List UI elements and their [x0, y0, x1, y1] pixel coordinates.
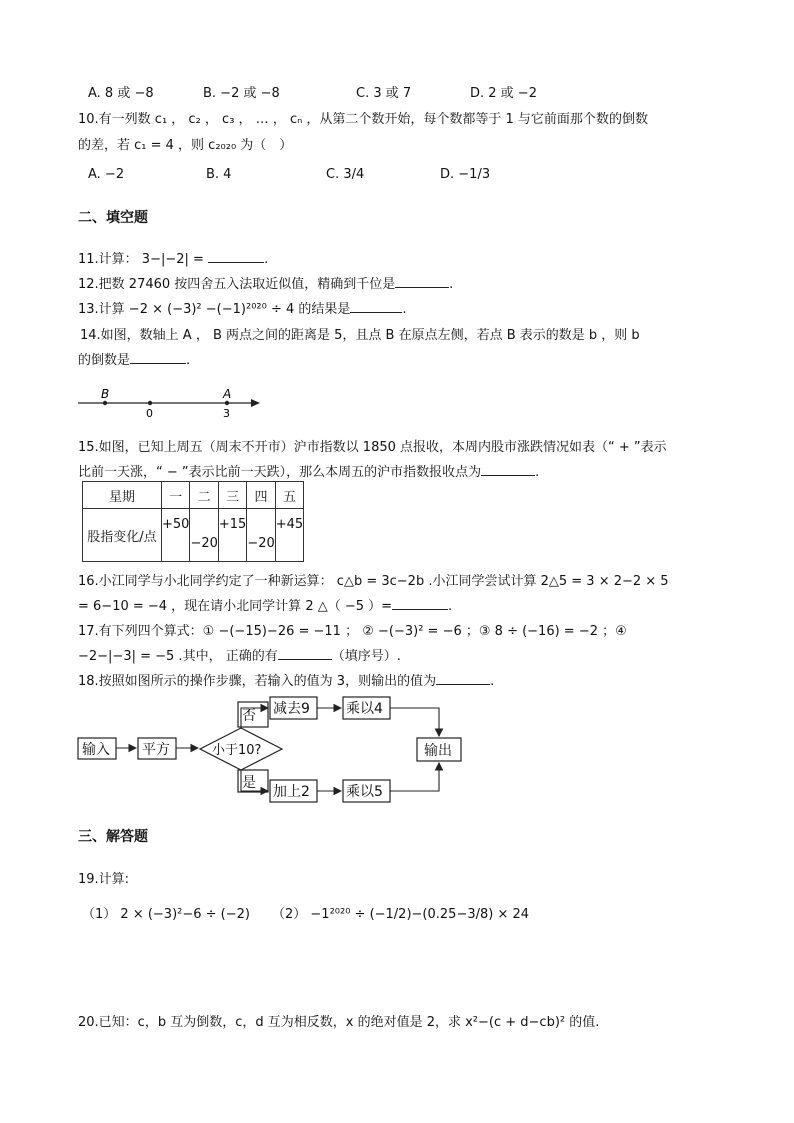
q10-option-d: D. −1/3	[440, 167, 491, 182]
table-cell: −20	[247, 509, 275, 562]
q18-answer-blank[interactable]	[436, 672, 490, 685]
q10-option-a: A. −2	[88, 167, 125, 182]
table-cell: +15	[218, 509, 246, 562]
q17-line2-tail: （填序号）.	[331, 649, 401, 664]
q13-answer-blank[interactable]	[350, 300, 402, 313]
stock-index-table	[82, 481, 304, 562]
number-line-figure	[74, 382, 274, 422]
table-header-cell: 一	[162, 482, 190, 509]
q12-text: 12.把数 27460 按四舍五入法取近似值，精确到千位是	[78, 277, 396, 292]
q9-option-b: B. −2 或 −8	[203, 86, 280, 101]
q19-title: 19.计算:	[78, 872, 130, 887]
q14-line2: 的倒数是 .	[78, 353, 191, 368]
q15-line2: 比前一天涨，“ − ”表示比前一天跌），那么本周五的沪市指数报收点为 .	[78, 465, 540, 480]
table-header-cell: 星期	[83, 482, 162, 509]
q17-line1: 17.有下列四个算式：① −(−15)−26 = −11 ； ② −(−3)² = −6 ；③ 8 ÷ (−16) = −2 ；④	[78, 624, 627, 639]
q19-part1: （1） 2 × (−3)²−6 ÷ (−2)	[82, 907, 250, 922]
q11-text: 11.计算： 3−|−2| =	[78, 252, 204, 267]
q11-answer-blank[interactable]	[208, 250, 264, 263]
q9-option-c: C. 3 或 7	[356, 86, 412, 101]
label-b: B	[101, 387, 110, 401]
q18: 18.按照如图所示的操作步骤，若输入的值为 3，则输出的值为 .	[78, 674, 495, 689]
flow-text-no: 否	[242, 708, 256, 724]
table-header-cell: 二	[190, 482, 218, 509]
q9-option-d: D. 2 或 −2	[470, 86, 537, 101]
q10-line1: 10.有一列数 c₁ ， c₂ ， c₃ ， … ， cₙ ，从第二个数开始，每个数都等于 1 与它前面那个数的倒数	[78, 112, 648, 127]
label-zero: 0	[146, 407, 153, 420]
flow-text-condition: 小于10?	[212, 743, 262, 758]
table-header-row	[83, 482, 304, 509]
table-row-label: 股指变化/点	[83, 509, 162, 562]
q15-line2-text: 比前一天涨，“ − ”表示比前一天跌），那么本周五的沪市指数报收点为	[78, 465, 482, 480]
flow-arrow	[390, 708, 439, 736]
table-cell: +45	[275, 509, 303, 562]
q18-text: 18.按照如图所示的操作步骤，若输入的值为 3，则输出的值为	[78, 674, 437, 689]
flow-text-multiply4: 乘以4	[346, 701, 383, 717]
flow-arrow	[390, 763, 439, 791]
q10-line2: 的差，若 c₁ = 4 ，则 c₂₀₂₀ 为（ ）	[78, 138, 293, 153]
q12-answer-blank[interactable]	[395, 275, 449, 288]
q15-line1: 15.如图，已知上周五（周末不开市）沪市指数以 1850 点报收，本周内股市涨跌情况如表（“ + ”表示	[78, 440, 667, 455]
q17-line2	[78, 645, 401, 664]
q20: 20.已知：c，b 互为倒数，c，d 互为相反数，x 的绝对值是 2，求 x²−(c + d−cb)² 的值.	[78, 1015, 600, 1030]
label-a: A	[223, 387, 232, 401]
q13: 13.计算 −2 × (−3)² −(−1)²⁰²⁰ ÷ 4 的结果是 .	[78, 302, 407, 317]
section-title-solve: 三、解答题	[78, 829, 148, 845]
table-row	[83, 509, 304, 562]
flow-text-multiply5: 乘以5	[346, 784, 383, 800]
q14-answer-blank[interactable]	[130, 351, 186, 364]
label-three: 3	[223, 407, 230, 420]
table-cell: +50	[162, 509, 190, 562]
flow-text-square: 平方	[142, 742, 170, 758]
origin-point	[148, 401, 152, 405]
number-line-arrow	[251, 399, 260, 407]
flow-text-add: 加上2	[273, 784, 310, 800]
q14-line2-text: 的倒数是	[78, 353, 131, 368]
q19-part2: （2） −1²⁰²⁰ ÷ (−1/2)−(0.25−3/8) × 24	[272, 907, 530, 922]
q11: 11.计算： 3−|−2| = .	[78, 252, 269, 267]
point-b	[103, 401, 107, 405]
table-header-cell: 三	[218, 482, 246, 509]
q16-answer-blank[interactable]	[392, 597, 448, 610]
q14-line1: 14.如图，数轴上 A ， B 两点之间的距离是 5，且点 B 在原点左侧，若点 B 表示的数是 b ，则 b	[80, 328, 640, 343]
q17-answer-blank[interactable]	[278, 647, 332, 660]
section-title-fill-blank: 二、填空题	[78, 210, 148, 226]
q16-line1: 16.小江同学与小北同学约定了一种新运算： c△b = 3c−2b .小江同学尝试计算 2△5 = 3 × 2−2 × 5	[78, 574, 669, 589]
q9-option-a: A. 8 或 −8	[88, 86, 154, 101]
flowchart-figure	[74, 692, 474, 812]
table-cell: −20	[190, 509, 218, 562]
point-a	[225, 401, 229, 405]
table-header-cell: 四	[247, 482, 275, 509]
flow-text-yes: 是	[242, 775, 256, 791]
flow-text-output: 输出	[424, 743, 452, 759]
flow-text-subtract: 减去9	[273, 701, 310, 717]
q10-option-b: B. 4	[206, 167, 232, 182]
q15-answer-blank[interactable]	[481, 463, 535, 476]
q17-line2-text: −2−|−3| = −5 .其中， 正确的有	[78, 649, 278, 664]
table-header-cell: 五	[275, 482, 303, 509]
flow-text-input: 输入	[82, 742, 110, 758]
q16-line2: = 6−10 = −4 ，现在请小北同学计算 2 △（ −5 ）= .	[78, 599, 453, 614]
q10-option-c: C. 3/4	[326, 167, 365, 182]
q13-text: 13.计算 −2 × (−3)² −(−1)²⁰²⁰ ÷ 4 的结果是	[78, 302, 351, 317]
q16-line2-text: = 6−10 = −4 ，现在请小北同学计算 2 △（ −5 ）=	[78, 599, 393, 614]
q12: 12.把数 27460 按四舍五入法取近似值，精确到千位是 .	[78, 277, 454, 292]
